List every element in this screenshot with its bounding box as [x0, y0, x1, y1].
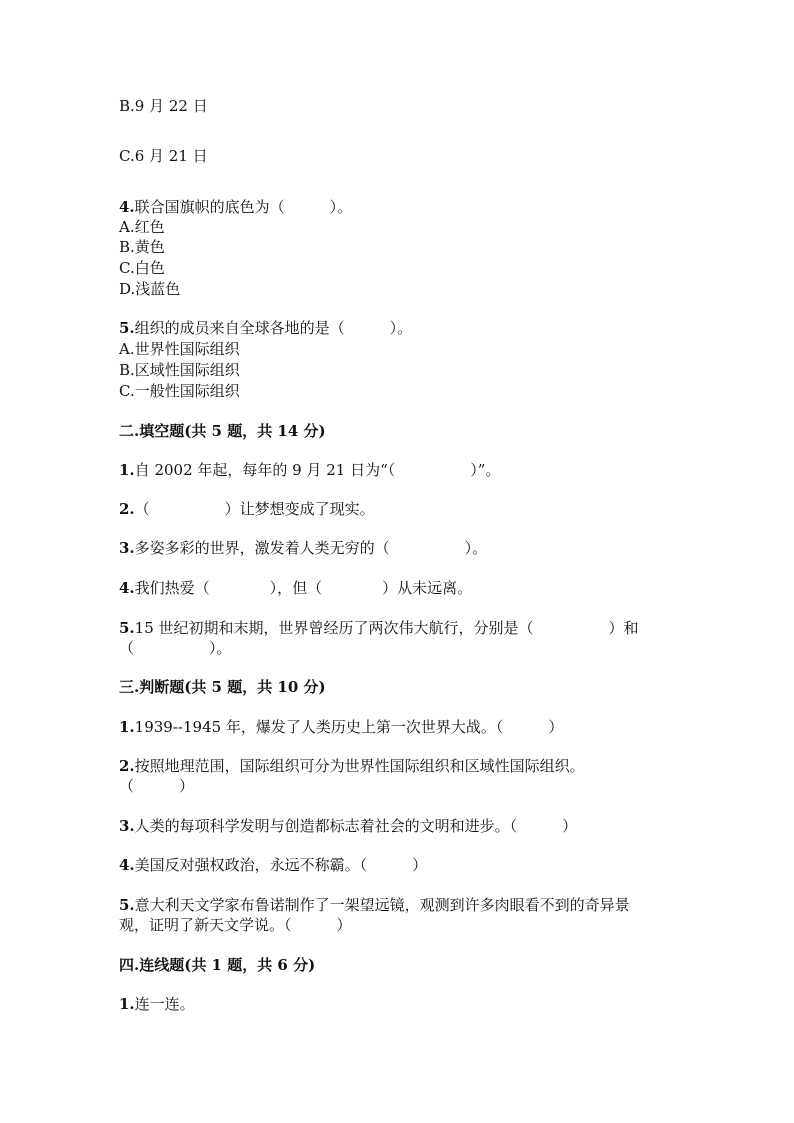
question-number: 1.: [119, 718, 135, 736]
option-b-yellow: B.黄色: [119, 238, 165, 256]
question-number: 5.: [119, 896, 135, 914]
question-text: 多姿多彩的世界，激发着人类无穷的（ ）。: [134, 539, 488, 557]
option-d-lightblue: D.浅蓝色: [119, 280, 181, 298]
fill-question-1: [119, 460, 500, 480]
question-number: 1.: [119, 461, 135, 479]
fill-question-5-continued: （ ）。: [119, 639, 232, 657]
section-fill-blank-title: 二.填空题(共 5 题，共 14 分): [119, 422, 326, 440]
option-b-regional-org: B.区域性国际组织: [119, 361, 240, 379]
fill-question-2: [119, 499, 375, 519]
judge-question-4: [119, 855, 427, 875]
judge-question-5-continued: 观，证明了新天文学说。（ ）: [119, 916, 352, 934]
fill-question-5: [119, 618, 639, 638]
question-text: 我们热爱（ ），但（ ）从未远离。: [134, 579, 473, 597]
option-a-red: A.红色: [119, 218, 165, 236]
question-un-flag: [119, 197, 352, 217]
judge-question-5: [119, 895, 630, 915]
option-c-general-org: C.一般性国际组织: [119, 382, 240, 400]
question-text: 美国反对强权政治，永远不称霸。（ ）: [134, 856, 428, 874]
question-number: 2.: [119, 757, 135, 775]
section-matching-title: 四.连线题(共 1 题，共 6 分): [119, 956, 316, 974]
question-text: 按照地理范围，国际组织可分为世界性国际组织和区域性国际组织。: [134, 757, 585, 775]
option-c-jun21: C.6 月 21 日: [119, 147, 208, 165]
question-number: 1.: [119, 995, 135, 1013]
question-number: 4.: [119, 198, 135, 216]
question-text: 人类的每项科学发明与创造都标志着社会的文明和进步。（ ）: [134, 817, 578, 835]
judge-question-2: [119, 756, 585, 776]
question-number: 5.: [119, 619, 135, 637]
question-text: 1939--1945 年，爆发了人类历史上第一次世界大战。（ ）: [134, 718, 564, 736]
question-number: 2.: [119, 500, 135, 518]
option-a-world-org: A.世界性国际组织: [119, 340, 240, 358]
question-number: 3.: [119, 539, 135, 557]
question-text: 连一连。: [134, 995, 195, 1013]
question-number: 4.: [119, 579, 135, 597]
question-text: 意大利天文学家布鲁诺制作了一架望远镜，观测到许多肉眼看不到的奇异景: [134, 896, 630, 914]
option-c-white: C.白色: [119, 259, 165, 277]
question-number: 3.: [119, 817, 135, 835]
option-b-sep22: B.9 月 22 日: [119, 97, 208, 115]
question-number: 5.: [119, 319, 135, 337]
section-judgement-title: 三.判断题(共 5 题，共 10 分): [119, 678, 326, 696]
matching-question-1: [119, 994, 195, 1014]
judge-question-2-continued: （ ）: [119, 777, 195, 795]
question-text: （ ）让梦想变成了现实。: [134, 500, 375, 518]
question-text: 15 世纪初期和末期，世界曾经历了两次伟大航行，分别是（ ）和: [134, 619, 639, 637]
question-number: 4.: [119, 856, 135, 874]
question-text: 联合国旗帜的底色为（ ）。: [134, 198, 353, 216]
fill-question-4: [119, 578, 472, 598]
question-global-org: [119, 318, 412, 338]
fill-question-3: [119, 538, 487, 558]
judge-question-3: [119, 816, 577, 836]
question-text: 自 2002 年起，每年的 9 月 21 日为“（ ）”。: [134, 461, 501, 479]
question-text: 组织的成员来自全球各地的是（ ）。: [134, 319, 413, 337]
judge-question-1: [119, 717, 563, 737]
